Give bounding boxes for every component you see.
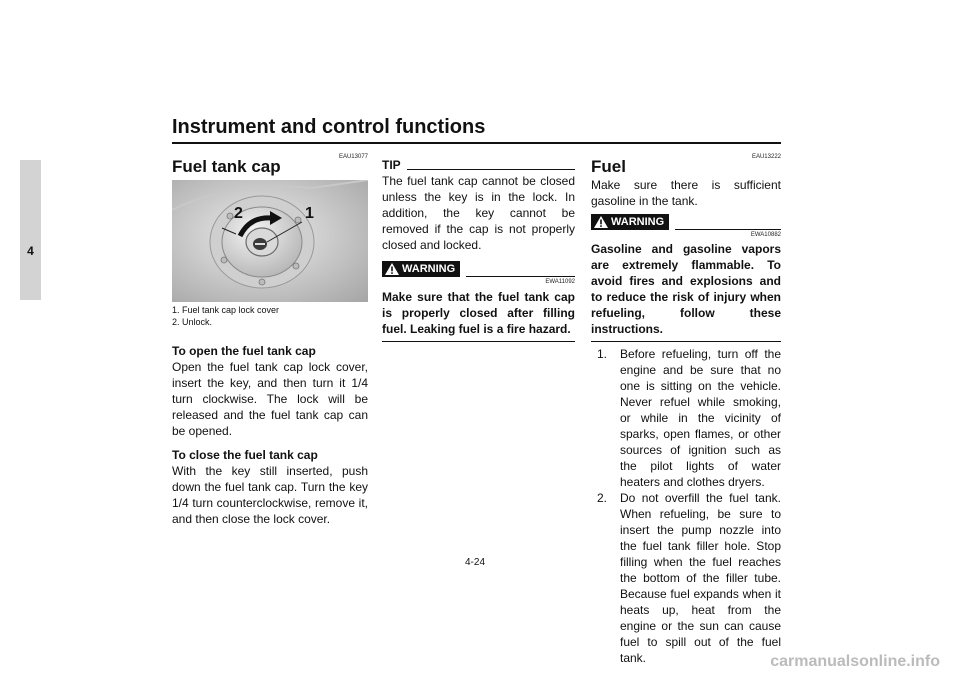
title-rule: [172, 142, 781, 144]
figure-label-1: 1: [305, 205, 314, 222]
close-cap-heading: To close the fuel tank cap: [172, 448, 318, 462]
warning-text: Make sure that the fuel tank cap is properly closed after filling fuel. Leaking fuel is a fire hazard.: [382, 290, 575, 336]
fuel-warning-label: WARNING: [611, 216, 665, 228]
open-cap-heading: To open the fuel tank cap: [172, 344, 316, 358]
fuel-tank-cap-photo: [172, 180, 368, 302]
column-1-body: [172, 343, 368, 527]
figure-label-2: 2: [234, 205, 243, 222]
fuel-warning-end-rule: [591, 341, 781, 342]
warning-code: EWA11092: [545, 279, 575, 285]
column-2: [382, 158, 575, 342]
warning-end-rule: [382, 341, 575, 342]
fuel-warning-header: [591, 214, 781, 230]
caption-1: 1. Fuel tank cap lock cover: [172, 305, 280, 315]
list-item: [597, 346, 781, 490]
page-title: Instrument and control functions: [172, 116, 486, 138]
open-cap-text: Open the fuel tank cap lock cover, insert the key, and then turn it 1/4 turn clockwise. The lock will be released and the fuel tank cap can be opened.: [172, 360, 368, 438]
step-text: Do not overfill the fuel tank. When refueling, be sure to insert the pump nozzle into the fuel tank filler hole. Stop filling when the fuel reaches the bottom of the filler tube. Because fuel expands when it heats up, heat from the engine or the sun can cause fuel to spill out of the fuel tank.: [620, 491, 781, 665]
refuel-steps: [597, 346, 781, 666]
tip-rule: [407, 169, 575, 170]
fuel-warning-rule: [675, 229, 781, 230]
warning-triangle-icon: [385, 263, 399, 275]
tip-text: The fuel tank cap cannot be closed unless the key is in the lock. In addition, the key cannot be removed if the cap is not properly closed and locked.: [382, 174, 575, 252]
fuel-intro: Make sure there is sufficient gasoline in the tank.: [591, 178, 781, 208]
fuel-warning-badge: [591, 214, 669, 230]
list-item: [597, 490, 781, 666]
caption-2: 2. Unlock.: [172, 317, 213, 327]
tip-label: TIP: [382, 158, 401, 172]
step-number: 2.: [597, 491, 608, 505]
watermark: carmanualsonline.info: [770, 653, 940, 670]
chapter-number: 4: [27, 244, 34, 258]
warning-rule: [466, 276, 575, 277]
fuel-warning-code: EWA10882: [750, 232, 781, 238]
close-cap-text: With the key still inserted, push down the fuel tank cap. Turn the key 1/4 turn counterclockwise, remove it, and then close the lock cover.: [172, 464, 368, 526]
tip-header: [382, 158, 575, 172]
section-heading-fuel-tank-cap: Fuel tank cap: [172, 157, 281, 176]
fuel-warning-text: Gasoline and gasoline vapors are extremely flammable. To avoid fires and explosions and to reduce the risk of injury when refueling, follow these instructions.: [591, 242, 781, 336]
column-3: [591, 157, 781, 666]
warning-triangle-icon: [594, 216, 608, 228]
warning-label: WARNING: [402, 263, 456, 275]
chapter-tab: [20, 160, 41, 300]
section-code: EAU13077: [338, 154, 368, 160]
step-text: Before refueling, turn off the engine and be sure that no one is sitting on the vehicle. Never refuel while smoking, or while in the vicinity of sparks, open flames, or other sources of ignition such as the pilot lights of water heaters and clothes dryers.: [620, 347, 781, 489]
section-heading-fuel: Fuel: [591, 157, 626, 176]
step-number: 1.: [597, 347, 608, 361]
fuel-section-code: EAU13222: [751, 154, 781, 160]
warning-badge: [382, 261, 460, 277]
figure-captions: [172, 304, 372, 328]
page-number: 4-24: [465, 557, 486, 568]
warning-header: [382, 261, 575, 277]
